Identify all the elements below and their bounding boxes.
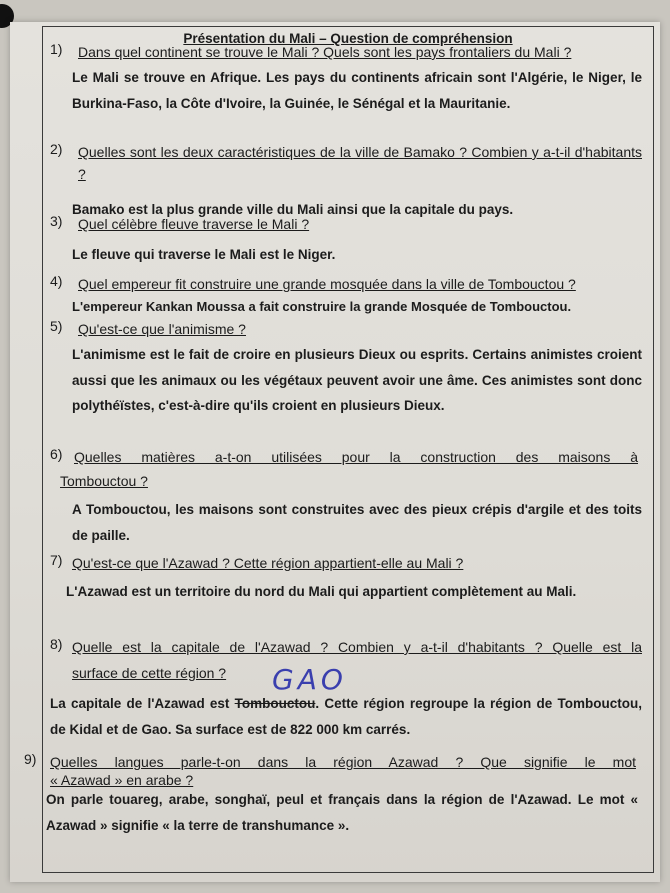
question-1: Dans quel continent se trouve le Mali ? Quels sont les pays frontaliers du Mali ? [78,44,572,60]
question-number-6: 6) [50,446,63,462]
answer-5: L'animisme est le fait de croire en plusieurs Dieux ou esprits. Certains animistes croient aussi que les animaux ou les végétaux peuvent avoir une âme. Ces animistes sont donc polythéïstes, c'est-à-dire qu'ils croient en plusieurs Dieux. [72,347,642,413]
question-2: Quelles sont les deux caractéristiques de la ville de Bamako ? Combien y a-t-il d'habitants ? [78,144,642,182]
question-number-8: 8) [50,636,63,652]
question-7: Qu'est-ce que l'Azawad ? Cette région appartient-elle au Mali ? [72,555,464,571]
handwritten-gao-text: GAO [272,663,347,694]
question-number-3: 3) [50,213,63,229]
question-8-line-1: Quelle est la capitale de l'Azawad ? Combien y a-t-il d'habitants ? Quelle est la [72,639,642,655]
worksheet-title: Présentation du Mali – Question de compréhension [183,31,513,46]
handwritten-annotation-gao [268,662,358,694]
question-4: Quel empereur fit construire une grande mosquée dans la ville de Tombouctou ? [78,276,576,292]
answer-9: On parle touareg, arabe, songhaï, peul et français dans la région de l'Azawad. Le mot « Azawad » signifie « la terre de transhumance ». [46,792,638,833]
answer-6: A Tombouctou, les maisons sont construites avec des pieux crépis d'argile et des toits de paille. [72,502,642,543]
question-number-5: 5) [50,318,63,334]
question-number-9: 9) [24,751,37,767]
answer-1: Le Mali se trouve en Afrique. Les pays du continents africain sont l'Algérie, le Niger, le Burkina-Faso, la Côte d'Ivoire, la Guinée, le Sénégal et la Mauritanie. [72,70,642,111]
question-6-line-2: Tombouctou ? [60,473,148,489]
question-9-line-1: Quelles langues parle-t-on dans la région Azawad ? Que signifie le mot [50,754,636,770]
answer-7: L'Azawad est un territoire du nord du Mali qui appartient complètement au Mali. [66,584,577,599]
struck-text: Tombouctou [234,696,316,711]
answer-3: Le fleuve qui traverse le Mali est le Niger. [72,247,336,262]
answer-4: L'empereur Kankan Moussa a fait construire la grande Mosquée de Tombouctou. [72,299,572,314]
question-number-4: 4) [50,273,63,289]
question-number-2: 2) [50,141,63,157]
answer-2: Bamako est la plus grande ville du Mali ainsi que la capitale du pays. [72,202,514,217]
answer-8: La capitale de l'Azawad est Tombouctou. Cette région regroupe la région de Tombouctou, de Kidal et de Gao. Sa surface est de 822 000 km carrés. [50,696,642,737]
question-5: Qu'est-ce que l'animisme ? [78,321,246,337]
question-number-1: 1) [50,41,63,57]
question-9-line-2: « Azawad » en arabe ? [50,772,194,788]
question-8-line-2: surface de cette région ? [72,665,227,681]
question-number-7: 7) [50,552,63,568]
question-3: Quel célèbre fleuve traverse le Mali ? [78,216,310,232]
worksheet-page [10,22,660,882]
question-6-line-1: Quelles matières a-t-on utilisées pour la construction des maisons à [74,449,638,465]
